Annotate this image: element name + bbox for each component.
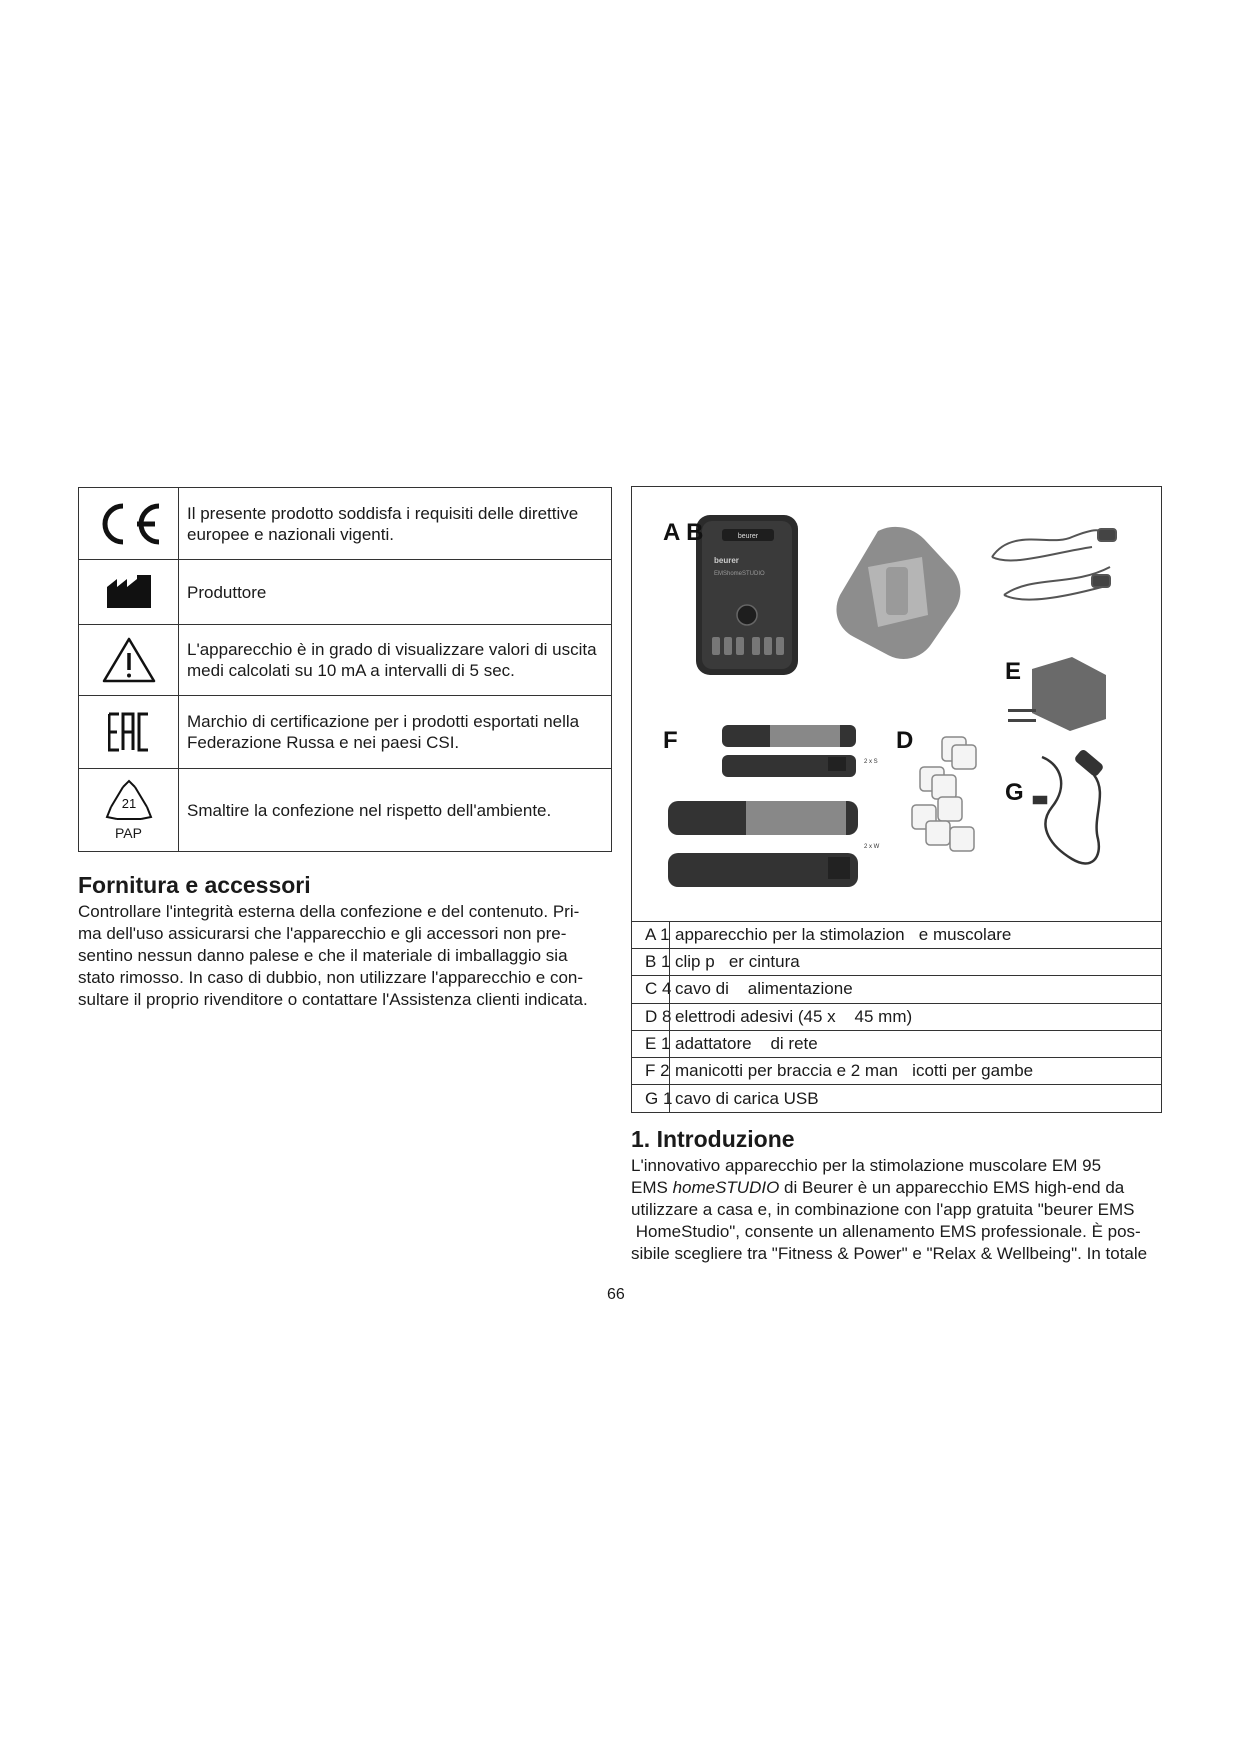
supply-line: ma dell'uso assicurarsi che l'apparecchio e gli accessori non pre- [78, 924, 567, 943]
intro-line [631, 1177, 1171, 1199]
warning-triangle-icon [79, 625, 179, 695]
intro-line: utilizzare a casa e, in combinazione con l'app gratuita "beurer EMS [631, 1200, 1135, 1219]
list-item [632, 1031, 1161, 1058]
symbol-text: L'apparecchio è in grado di visualizzare valori di uscita medi calcolati su 10 mA a intervalli di 5 sec. [187, 640, 597, 680]
supply-line: sultare il proprio rivenditore o contattare l'Assistenza clienti indicata. [78, 990, 588, 1009]
supply-line: stato rimosso. In caso di dubbio, non utilizzare l'apparecchio e con- [78, 968, 584, 987]
item-code: F 2 [645, 1061, 670, 1081]
product-figure [631, 486, 1162, 921]
item-code: C 4 [645, 979, 672, 999]
item-code: D 8 [645, 1006, 672, 1026]
power-adapter-illustration [1008, 657, 1106, 731]
cables-illustration [992, 529, 1116, 600]
recycle-number: 21 [121, 796, 136, 811]
symbol-row-recycling [79, 769, 611, 851]
item-code: G 1 [645, 1088, 673, 1108]
figure-letter-d: D [896, 727, 914, 754]
qty-label: 2 x W [864, 844, 880, 850]
usb-cable-illustration [1034, 750, 1103, 863]
item-description: apparecchio per la stimolazion e muscolare [669, 922, 1161, 948]
eac-mark-icon [79, 696, 179, 768]
symbol-text: Produttore [187, 582, 267, 602]
straps-illustration [668, 725, 858, 887]
intro-heading: 1. Introduzione [631, 1126, 795, 1152]
page-number: 66 [607, 1286, 625, 1303]
list-item [632, 1058, 1161, 1085]
supply-line: sentino nessun danno palese e che il materiale di imballaggio sia [78, 946, 568, 965]
figure-letter-g: G [1005, 779, 1024, 806]
symbol-row-manufacturer [79, 560, 611, 625]
contents-list [631, 921, 1162, 1113]
item-code: E 1 [645, 1033, 671, 1053]
intro-line: sibile scegliere tra "Fitness & Power" e "Relax & Wellbeing". In totale [631, 1244, 1148, 1263]
item-description: manicotti per braccia e 2 man icotti per gambe [669, 1058, 1161, 1084]
list-item [632, 1004, 1161, 1031]
figure-letter-ab: A B [663, 519, 704, 546]
recycle-label: PAP [115, 825, 142, 841]
supply-line: Controllare l'integrità esterna della confezione e del contenuto. Pri- [78, 902, 580, 921]
list-item [632, 976, 1161, 1003]
symbol-text: Smaltire la confezione nel rispetto dell'ambiente. [187, 800, 552, 820]
device-screen-brand: beurer [714, 556, 739, 565]
figure-letter-e: E [1005, 658, 1022, 685]
supply-heading: Fornitura e accessori [78, 872, 311, 898]
belt-clip-illustration [836, 527, 960, 659]
electrodes-illustration [912, 737, 976, 851]
symbol-text: Il presente prodotto soddisfa i requisiti delle direttive europee e nazionali vigenti. [187, 503, 579, 544]
item-description: cavo di alimentazione [669, 976, 1161, 1002]
intro-paragraph [631, 1155, 1171, 1265]
item-description: clip p er cintura [669, 949, 1161, 975]
product-name: homeSTUDIO [672, 1178, 780, 1197]
list-item [632, 949, 1161, 976]
ce-mark-icon [79, 488, 179, 559]
qty-label: 2 x S [864, 759, 878, 765]
list-item [632, 1085, 1161, 1112]
ems-device-illustration [696, 515, 798, 675]
symbol-table [78, 487, 612, 852]
symbol-text: Marchio di certificazione per i prodotti esportati nella Federazione Russa e nei paesi CSI. [187, 712, 580, 752]
intro-text: di Beurer è un apparecchio EMS high-end da [779, 1178, 1125, 1197]
device-brand-label: beurer [737, 533, 759, 540]
item-description: elettrodi adesivi (45 x 45 mm) [669, 1004, 1161, 1030]
symbol-row-warning [79, 625, 611, 696]
symbol-row-eac [79, 696, 611, 769]
figure-letter-f: F [663, 727, 678, 754]
item-code: B 1 [645, 952, 671, 972]
item-code: A 1 [645, 925, 670, 945]
list-item [632, 922, 1161, 949]
recycling-pap-icon [79, 769, 179, 851]
intro-text: EMS [631, 1178, 673, 1197]
intro-line: HomeStudio", consente un allenamento EMS professionale. È pos- [631, 1222, 1141, 1241]
supply-paragraph [78, 901, 618, 1011]
symbol-row-ce [79, 488, 611, 560]
manufacturer-icon [79, 560, 179, 624]
device-screen-model: EMShomeSTUDIO [714, 571, 765, 577]
item-description: cavo di carica USB [669, 1085, 1161, 1112]
item-description: adattatore di rete [669, 1031, 1161, 1057]
intro-line: L'innovativo apparecchio per la stimolazione muscolare EM 95 [631, 1156, 1102, 1175]
